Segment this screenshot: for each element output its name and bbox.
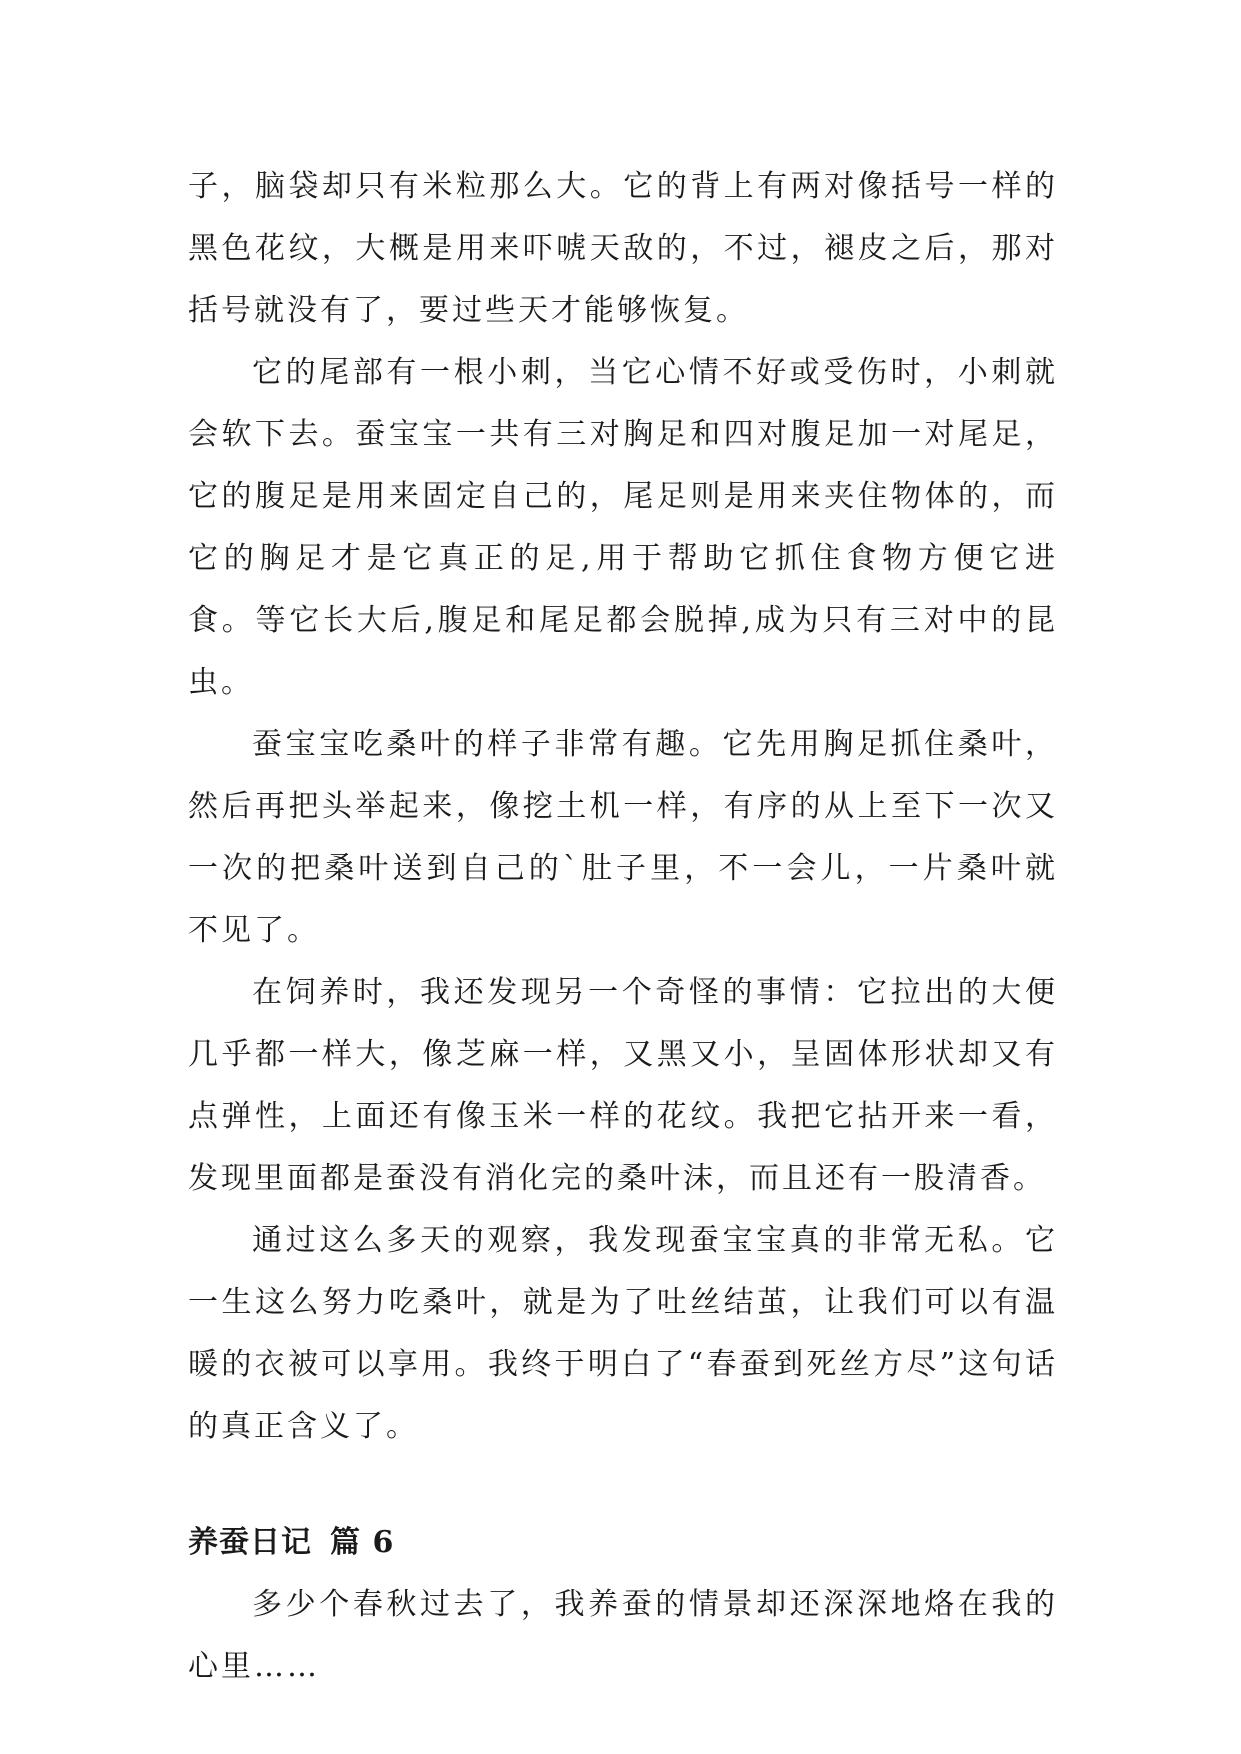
- document-body: [188, 156, 1058, 1698]
- paragraph-4: 在饲养时，我还发现另一个奇怪的事情：它拉出的大便几乎都一样大，像芝麻一样，又黑又小，呈固体形状却又有点弹性，上面还有像玉米一样的花纹。我把它拈开来一看，发现里面都是蚕没有消化完的桑叶沫，而且还有一股清香。: [188, 975, 1058, 1196]
- paragraph-2: 它的尾部有一根小刺，当它心情不好或受伤时，小刺就会软下去。蚕宝宝一共有三对胸足和四对腹足加一对尾足，它的腹足是用来固定自己的，尾足则是用来夹住物体的，而它的胸足才是它真正的足,用于帮助它抓住食物方便它进食。等它长大后,腹足和尾足都会脱掉,成为只有三对中的昆虫。: [188, 355, 1058, 700]
- section-heading: [188, 1512, 1058, 1574]
- paragraph-5: 通过这么多天的观察，我发现蚕宝宝真的非常无私。它一生这么努力吃桑叶，就是为了吐丝结茧，让我们可以有温暖的衣被可以享用。我终于明白了“春蚕到死丝方尽”这句话的真正含义了。: [188, 1223, 1058, 1444]
- section-title: 养蚕日记: [188, 1525, 312, 1560]
- paragraph-1: 子，脑袋却只有米粒那么大。它的背上有两对像括号一样的黑色花纹，大概是用来吓唬天敌的，不过，褪皮之后，那对括号就没有了，要过些天才能够恢复。: [188, 169, 1058, 328]
- paragraph-6: 多少个春秋过去了，我养蚕的情景却还深深地烙在我的心里……: [188, 1587, 1058, 1684]
- paragraph-3: 蚕宝宝吃桑叶的样子非常有趣。它先用胸足抓住桑叶，然后再把头举起来，像挖土机一样，有序的从上至下一次又一次的把桑叶送到自己的`肚子里，不一会儿，一片桑叶就不见了。: [188, 727, 1058, 948]
- section-number: 篇 6: [330, 1525, 395, 1560]
